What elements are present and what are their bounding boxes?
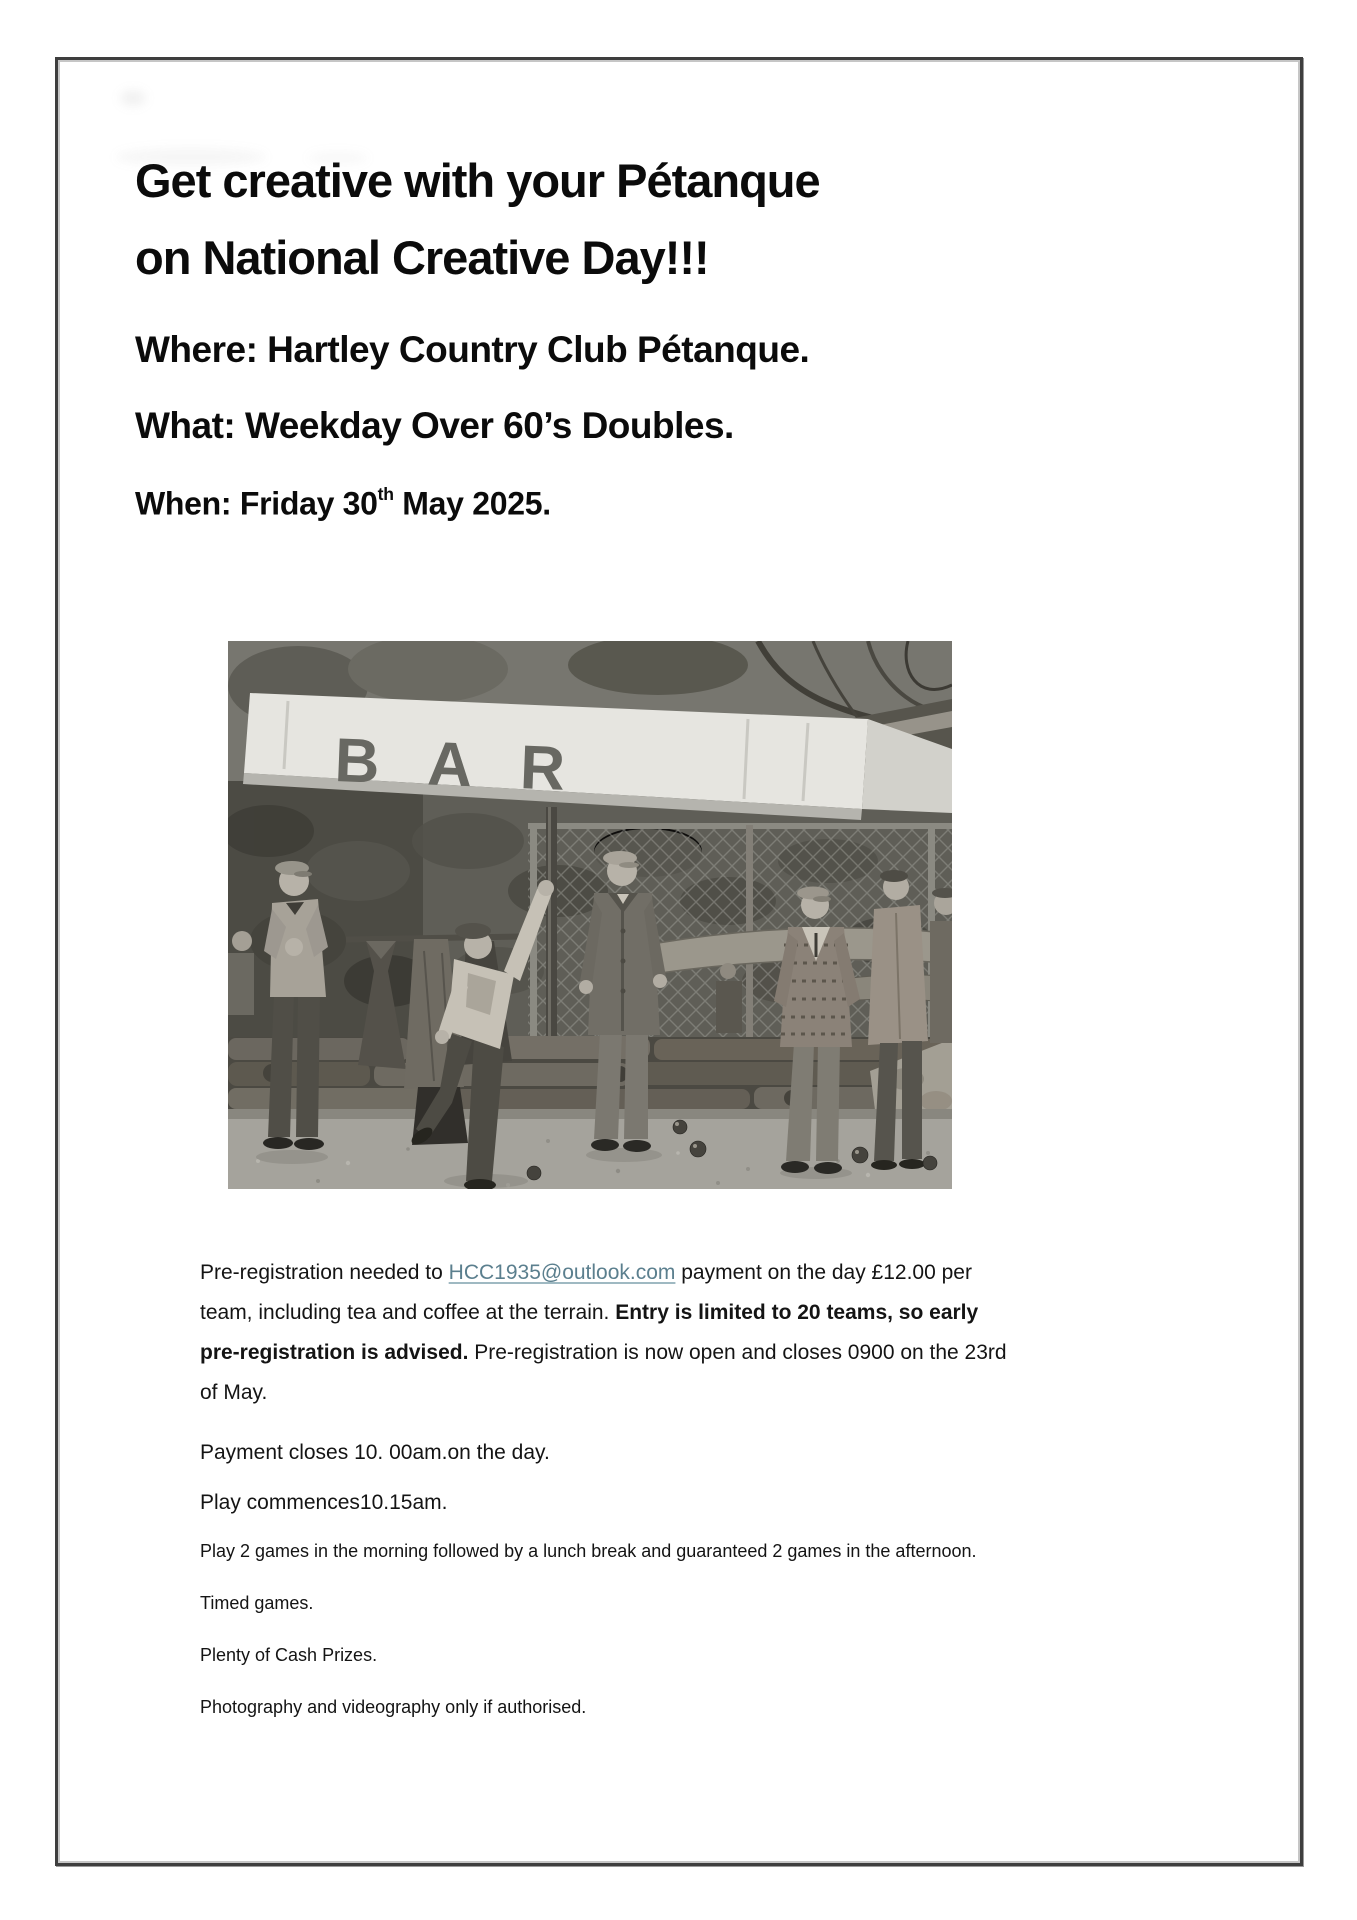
- title-line-1: Get creative with your Pétanque: [135, 154, 820, 207]
- page-title: [135, 142, 1240, 296]
- scan-artifact: [116, 148, 266, 166]
- banner-pole: [546, 807, 557, 1059]
- title-line-2: on National Creative Day!!!: [135, 231, 709, 284]
- scan-artifact: [120, 90, 146, 106]
- email-link[interactable]: HCC1935@outlook.com: [448, 1260, 676, 1284]
- scan-artifact: [308, 152, 368, 164]
- what-heading: What: Weekday Over 60’s Doubles.: [135, 405, 734, 446]
- when-heading: When: Friday 30th May 2025.: [135, 484, 551, 522]
- registration-closing: Pre-registration is now open and closes 0900 on the 23rd of May.: [200, 1340, 1007, 1404]
- log-wall: [228, 1036, 952, 1121]
- games-format-line: Play 2 games in the morning followed by a lunch break and guaranteed 2 games in the afternoon.: [200, 1540, 977, 1561]
- page-frame: [55, 57, 1303, 1866]
- payment-closes-line: Payment closes 10. 00am.on the day.: [200, 1440, 550, 1464]
- registration-intro: Pre-registration needed to: [200, 1260, 449, 1284]
- ordinal-superscript: th: [377, 484, 394, 505]
- bar-banner-text: BAR: [333, 725, 615, 806]
- flyer-body: [200, 1253, 1240, 1719]
- registration-paragraph: [200, 1253, 1012, 1413]
- timed-games-line: Timed games.: [200, 1592, 314, 1613]
- photography-line: Photography and videography only if authorised.: [200, 1696, 587, 1717]
- where-heading: Where: Hartley Country Club Pétanque.: [135, 329, 810, 370]
- registration-bold-notice: Entry is limited to 20 teams, so early pre-registration is advised.: [200, 1300, 979, 1364]
- terrain-ground: [228, 1109, 952, 1189]
- cash-prizes-line: Plenty of Cash Prizes.: [200, 1644, 378, 1665]
- petanque-photo-illustration: [228, 641, 952, 1189]
- event-photo: [228, 641, 952, 1189]
- registration-after-email: payment on the day £12.00 per team, including tea and coffee at the terrain.: [200, 1260, 972, 1324]
- play-commences-line: Play commences10.15am.: [200, 1490, 448, 1514]
- flyer-page: [58, 60, 1300, 1863]
